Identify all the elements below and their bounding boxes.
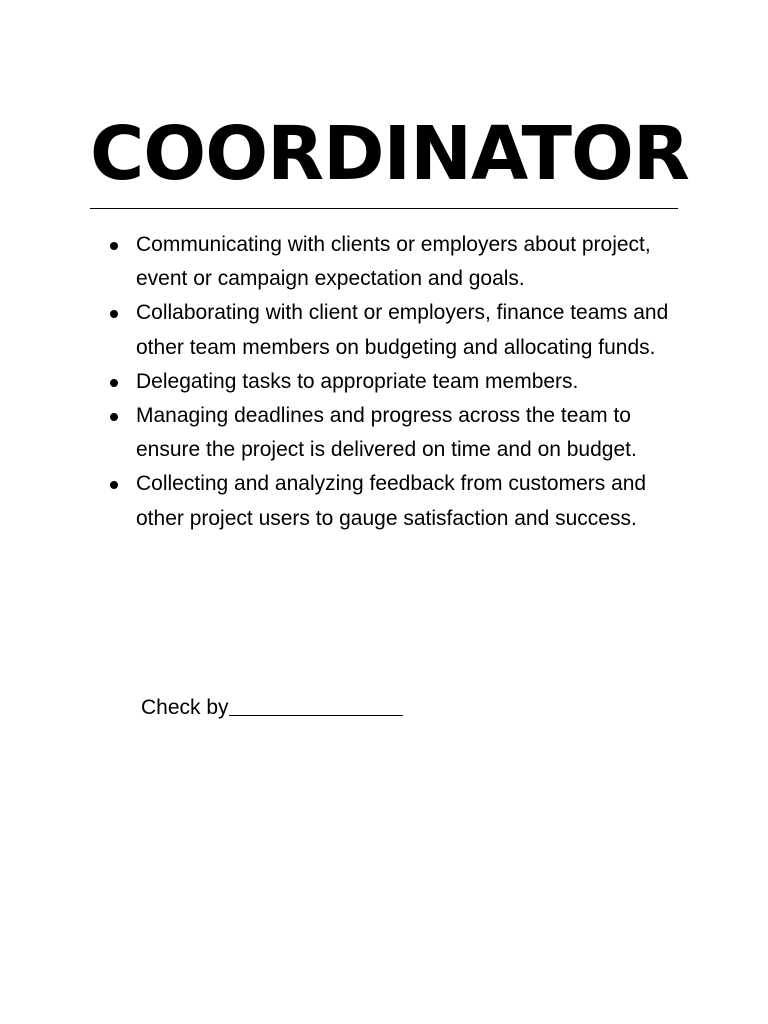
duties-list	[110, 228, 690, 536]
page-title: COORDINATOR	[90, 111, 689, 197]
bullet-icon	[110, 413, 118, 421]
list-item	[110, 365, 690, 399]
duty-text: Collecting and analyzing feedback from customers and other project users to gauge satisfaction and success.	[136, 472, 647, 530]
duty-text: Communicating with clients or employers about project, event or campaign expectation and goals.	[136, 233, 651, 291]
bullet-icon	[110, 242, 118, 250]
duty-text: Delegating tasks to appropriate team members.	[136, 369, 579, 393]
bullet-icon	[110, 481, 118, 489]
check-by-label: Check by	[141, 696, 229, 719]
list-item	[110, 399, 690, 467]
bullet-icon	[110, 379, 118, 387]
signature-line	[229, 694, 403, 716]
title-divider	[90, 208, 678, 209]
check-by-field	[141, 691, 403, 725]
duty-text: Managing deadlines and progress across the team to ensure the project is delivered on time and on budget.	[136, 404, 637, 462]
list-item	[110, 296, 690, 364]
duty-text: Collaborating with client or employers, finance teams and other team members on budgeting and allocating funds.	[136, 301, 669, 359]
list-item	[110, 467, 690, 535]
bullet-icon	[110, 310, 118, 318]
list-item	[110, 228, 690, 296]
